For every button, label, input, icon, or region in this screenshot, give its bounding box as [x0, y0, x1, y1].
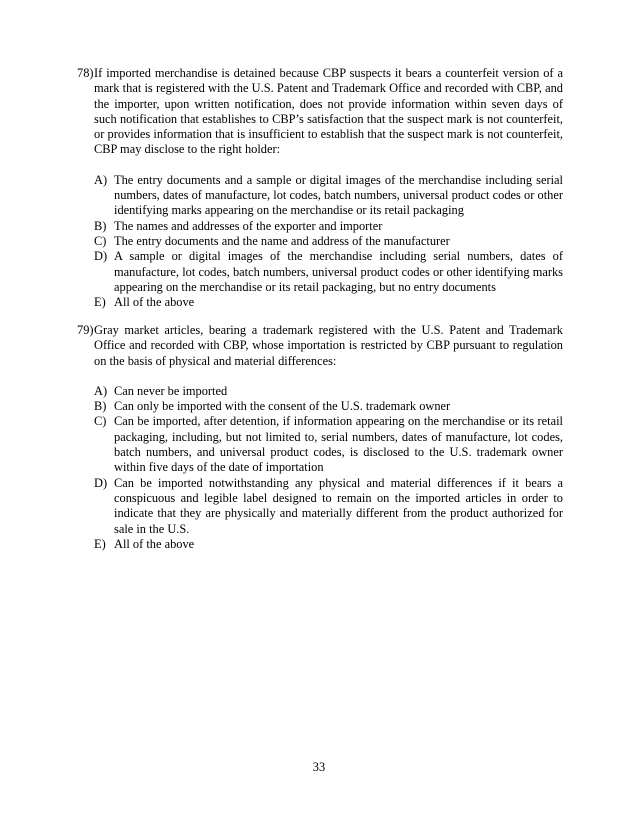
- answer-option-c: [77, 234, 563, 249]
- option-text: All of the above: [114, 295, 195, 310]
- answer-option-a: [77, 384, 563, 399]
- question-number: 79): [77, 323, 94, 337]
- answer-option-b: [77, 399, 563, 414]
- answer-options: [77, 173, 563, 311]
- question-text: If imported merchandise is detained because CBP suspects it bears a counterfeit version of a mark that is registered with the U.S. Patent and Trademark Office and recorded with CBP, and the importer, upon written notification, does not provide information within seven days of such notification that establishes to CBP’s satisfaction that the suspect mark is not counterfeit, or provides information that is insufficient to establish that the suspect mark is not counterfeit, CBP may disclose to the right holder:: [94, 66, 563, 157]
- option-text: All of the above: [114, 536, 195, 551]
- option-text: The entry documents and the name and address of the manufacturer: [114, 233, 450, 248]
- page-number: 33: [312, 760, 326, 774]
- option-text: Can only be imported with the consent of the U.S. trademark owner: [114, 399, 451, 414]
- question-text: Gray market articles, bearing a trademark registered with the U.S. Patent and Trademark Office and recorded with CBP, whose importation is restricted by CBP pursuant to regulation on the basis of physical and material differences:: [94, 323, 563, 368]
- option-text: Can be imported notwithstanding any physical and material differences if it bears a conspicuous and legible label designed to remain on the imported articles in order to indicate that they are physically and materially different from the product authorized for sale in the U.S.: [114, 475, 563, 536]
- answer-option-d: [77, 249, 563, 295]
- answer-option-a: [77, 173, 563, 219]
- option-text: A sample or digital images of the merchandise including serial numbers, dates of manufacture, lot codes, batch numbers, universal product codes or other identifying marks appearing on the merchandise or its retail packaging, but no entry documents: [114, 249, 563, 294]
- option-text: The entry documents and a sample or digital images of the merchandise including serial numbers, dates of manufacture, lot codes, batch numbers, universal product codes or other identifying marks appearing on the merchandise or its retail packaging: [114, 172, 563, 218]
- option-text: Can never be imported: [114, 383, 228, 398]
- option-letter: E): [94, 536, 106, 551]
- answer-option-e: [77, 537, 563, 552]
- question-78: [77, 66, 563, 310]
- question-79: [77, 323, 563, 552]
- option-letter: A): [94, 172, 108, 187]
- answer-options: [77, 384, 563, 552]
- option-letter: B): [94, 218, 107, 233]
- answer-option-e: [77, 295, 563, 310]
- question-number: 78): [77, 66, 94, 80]
- option-letter: E): [94, 295, 106, 310]
- option-letter: B): [94, 399, 107, 414]
- option-letter: A): [94, 383, 108, 398]
- option-letter: D): [94, 249, 108, 264]
- question-stem: [77, 66, 563, 158]
- option-letter: D): [94, 475, 108, 490]
- answer-option-b: [77, 219, 563, 234]
- option-letter: C): [94, 233, 107, 248]
- answer-option-c: [77, 414, 563, 475]
- answer-option-d: [77, 476, 563, 537]
- option-letter: C): [94, 414, 107, 429]
- option-text: The names and addresses of the exporter and importer: [114, 218, 383, 233]
- option-text: Can be imported, after detention, if information appearing on the merchandise or its retail packaging, including, but not limited to, serial numbers, dates of manufacture, lot codes, batch numbers, and universal product codes, is disclosed to the U.S. trademark owner within five days of the date of importation: [114, 414, 563, 475]
- question-stem: [77, 323, 563, 369]
